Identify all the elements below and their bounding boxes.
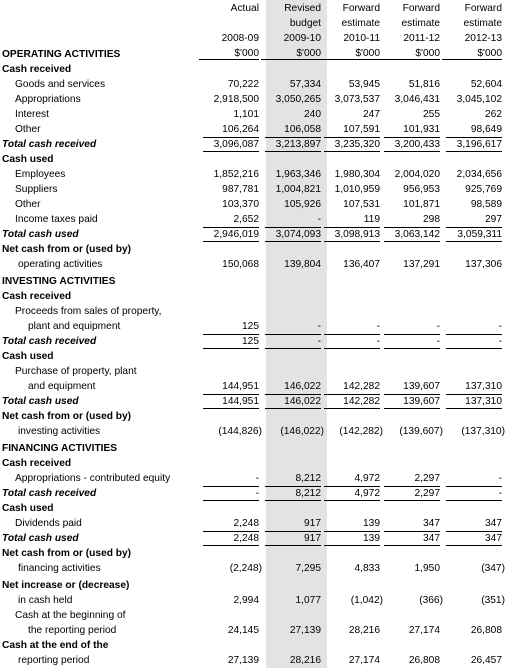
value-cell: 3,063,142 [394,229,440,240]
value-cell: 103,370 [222,199,259,210]
table-row [0,623,510,638]
value-cell: 26,457 [470,655,502,666]
column-header-cell: $'000 [234,48,259,59]
total-rule-line [324,334,380,335]
subsection-heading-row [0,349,510,364]
row-label: Total cash used [2,533,79,544]
row-label: Total cash received [2,488,97,499]
value-cell: 107,531 [343,199,380,210]
value-cell: 956,953 [403,184,440,195]
total-rule-line [203,227,259,228]
total-row [0,137,510,152]
value-cell: 51,816 [408,79,440,90]
value-cell: - [255,488,259,499]
value-cell: 106,264 [222,124,259,135]
subsection-heading-row [0,456,510,471]
value-cell: 27,139 [227,655,259,666]
value-cell: 137,306 [465,259,502,270]
value-cell: 262 [485,109,502,120]
value-cell: 3,050,265 [275,94,321,105]
value-cell: 1,101 [233,109,259,120]
total-rule-line [446,137,502,138]
row-label: reporting period [18,655,90,666]
row-label: Net cash from or (used by) [2,244,132,255]
value-cell: 107,591 [343,124,380,135]
total-rule-line [324,227,380,228]
row-label: Income taxes paid [15,214,98,225]
value-cell: 3,045,102 [456,94,502,105]
value-cell: - [317,321,321,332]
value-cell: 146,022 [284,381,321,392]
table-row [0,608,510,623]
row-label: Suppliers [15,184,58,195]
value-cell: 2,297 [414,488,440,499]
value-cell: 2,918,500 [213,94,259,105]
value-cell: 3,200,433 [394,139,440,150]
value-cell: 101,931 [403,124,440,135]
total-rule-line [265,394,321,395]
value-cell: (366) [419,595,443,606]
value-cell: (351) [481,595,505,606]
header-rule-line [199,59,259,60]
value-cell: (142,282) [339,426,383,437]
subsection-heading-row [0,62,510,77]
value-cell: 1,010,959 [334,184,380,195]
value-cell: 27,174 [408,625,440,636]
value-cell: 28,216 [289,655,321,666]
row-label: in cash held [18,595,73,606]
row-label: investing activities [18,426,101,437]
value-cell: 1,980,304 [334,169,380,180]
column-header-cell: 2010-11 [343,33,380,44]
value-cell: 150,068 [222,259,259,270]
value-cell: (1,042) [350,595,383,606]
total-rule-line [265,531,321,532]
value-cell: 24,145 [227,625,259,636]
net-row [0,561,510,576]
total-rule-line [265,334,321,335]
value-cell: 26,808 [470,625,502,636]
net-row [0,578,510,593]
value-cell: 3,059,311 [457,229,502,240]
value-cell: 98,649 [470,124,502,135]
row-label: FINANCING ACTIVITIES [2,443,118,454]
value-cell: 347 [485,518,502,529]
value-cell: 2,248 [233,533,259,544]
subsection-heading-row [0,152,510,167]
value-cell: 144,951 [222,396,259,407]
row-label: Net cash from or (used by) [2,411,132,422]
value-cell: 297 [485,214,502,225]
total-rule-line [265,137,321,138]
column-header-cell: $'000 [296,48,321,59]
value-cell: 125 [242,321,259,332]
row-label: Cash used [2,154,54,165]
column-header-cell: Forward [342,3,380,14]
table-row [0,167,510,182]
value-cell: 52,604 [470,79,502,90]
value-cell: 1,004,821 [275,184,321,195]
column-header-cell: budget [289,18,321,29]
column-header-cell: $'000 [477,48,502,59]
total-row [0,394,510,409]
value-cell: - [376,336,380,347]
value-cell: (139,607) [399,426,443,437]
value-cell: 3,196,617 [456,139,502,150]
total-rule-line [446,486,502,487]
net-row [0,653,510,668]
table-row [0,516,510,531]
row-label: and equipment [28,381,96,392]
value-cell: (2,248) [229,563,262,574]
subsection-heading-row [0,289,510,304]
row-label: Cash at the beginning of [15,610,126,621]
value-cell: 255 [423,109,440,120]
value-cell: 2,297 [414,473,440,484]
net-row [0,242,510,257]
total-rule-line [203,486,259,487]
value-cell: 70,222 [227,79,259,90]
column-header-cell: Revised [284,3,321,14]
value-cell: - [317,336,321,347]
value-cell: 2,652 [233,214,259,225]
row-label: Total cash used [2,229,79,240]
total-rule-line [384,334,440,335]
column-header-cell: Actual [230,3,259,14]
value-cell: - [436,321,440,332]
value-cell: 925,769 [465,184,502,195]
table-row [0,304,510,319]
table-row [0,471,510,486]
value-cell: 917 [304,533,321,544]
row-label: Interest [15,109,49,120]
column-header-cell: 2008-09 [221,33,259,44]
value-cell: 917 [304,518,321,529]
value-cell: 26,808 [408,655,440,666]
value-cell: 8,212 [295,473,321,484]
header-rule-line [380,59,440,60]
net-row [0,257,510,272]
value-cell: - [498,488,502,499]
value-cell: 106,058 [284,124,321,135]
header-rule-line [442,59,502,60]
column-header-cell: $'000 [415,48,440,59]
row-label: Total cash received [2,139,97,150]
total-rule-line [446,531,502,532]
total-rule-line [203,137,259,138]
value-cell: - [498,336,502,347]
total-rule-line [324,394,380,395]
value-cell: 247 [363,109,380,120]
table-row [0,77,510,92]
column-header-cell: estimate [341,18,380,29]
value-cell: - [498,321,502,332]
column-header-cell: $'000 [355,48,380,59]
value-cell: - [498,473,502,484]
value-cell: 3,235,320 [334,139,380,150]
table-row [0,122,510,137]
total-rule-line [384,531,440,532]
value-cell: 298 [423,214,440,225]
row-label: Goods and services [15,79,106,90]
total-rule-line [203,334,259,335]
row-label: Other [15,199,41,210]
value-cell: 28,216 [348,625,380,636]
row-label: Cash received [2,291,72,302]
row-label: Cash received [2,458,72,469]
net-row [0,638,510,653]
table-row [0,197,510,212]
column-header-cell: Forward [402,3,440,14]
header-rule-line [320,59,380,60]
total-rule-line [446,394,502,395]
total-row [0,486,510,501]
value-cell: 2,248 [233,518,259,529]
section-heading-row [0,441,510,456]
value-cell: 2,946,019 [213,229,259,240]
row-label: Appropriations [15,94,81,105]
header-rule-line [261,59,321,60]
value-cell: 125 [242,336,259,347]
value-cell: 142,282 [343,396,380,407]
total-rule-line [384,227,440,228]
row-label: Appropriations - contributed equity [15,473,171,484]
value-cell: 1,852,216 [213,169,259,180]
value-cell: 3,213,897 [275,139,321,150]
value-cell: 137,291 [403,259,440,270]
row-label: INVESTING ACTIVITIES [2,276,116,287]
value-cell: 240 [304,109,321,120]
net-row [0,546,510,561]
column-header-cell: estimate [463,18,502,29]
total-rule-line [446,334,502,335]
row-label: Purchase of property, plant [15,366,137,377]
value-cell: 4,972 [354,488,380,499]
value-cell: (144,826) [218,426,262,437]
value-cell: (347) [481,563,505,574]
row-label: Net cash from or (used by) [2,548,132,559]
value-cell: - [376,321,380,332]
total-rule-line [446,227,502,228]
value-cell: 137,310 [465,396,502,407]
total-rule-line [324,137,380,138]
row-label: plant and equipment [28,321,121,332]
row-label: Proceeds from sales of property, [15,306,162,317]
value-cell: 119 [363,214,380,225]
value-cell: - [317,214,321,225]
row-label: Employees [15,169,66,180]
row-label: Other [15,124,41,135]
value-cell: 105,926 [284,199,321,210]
value-cell: 3,074,093 [275,229,321,240]
column-header-cell: 2012-13 [464,33,502,44]
total-rule-line [384,137,440,138]
value-cell: 53,945 [348,79,380,90]
value-cell: 347 [423,518,440,529]
value-cell: 136,407 [343,259,380,270]
table-row [0,379,510,394]
total-rule-line [265,486,321,487]
value-cell: (146,022) [280,426,324,437]
value-cell: 142,282 [343,381,380,392]
total-rule-line [265,227,321,228]
row-label: financing activities [18,563,101,574]
value-cell: 987,781 [222,184,259,195]
value-cell: 139,607 [403,396,440,407]
value-cell: 3,098,913 [334,229,380,240]
value-cell: 3,046,431 [394,94,440,105]
table-row [0,364,510,379]
net-row [0,593,510,608]
total-rule-line [203,531,259,532]
total-row [0,334,510,349]
total-rule-line [384,394,440,395]
value-cell: 4,833 [354,563,380,574]
table-row [0,212,510,227]
row-label: Cash at the end of the [2,640,109,651]
column-header-cell: 2009-10 [283,33,321,44]
table-row [0,319,510,334]
value-cell: 347 [423,533,440,544]
net-row [0,424,510,439]
table-row [0,107,510,122]
total-rule-line [384,486,440,487]
value-cell: 3,096,087 [213,139,259,150]
value-cell: 8,212 [295,488,321,499]
value-cell: 139,804 [284,259,321,270]
value-cell: 146,022 [284,396,321,407]
value-cell: 3,073,537 [334,94,380,105]
value-cell: - [255,473,259,484]
value-cell: - [436,336,440,347]
total-rule-line [324,531,380,532]
column-header-cell: Forward [464,3,502,14]
value-cell: 57,334 [289,79,321,90]
value-cell: 4,972 [354,473,380,484]
value-cell: 98,589 [470,199,502,210]
value-cell: 144,951 [222,381,259,392]
table-row [0,92,510,107]
value-cell: 347 [485,533,502,544]
value-cell: 101,871 [403,199,440,210]
value-cell: 2,034,656 [456,169,502,180]
row-label: Dividends paid [15,518,82,529]
value-cell: 27,139 [289,625,321,636]
value-cell: (137,310) [461,426,505,437]
table-row [0,182,510,197]
row-label: Cash used [2,351,54,362]
row-label: Total cash used [2,396,79,407]
subsection-heading-row [0,501,510,516]
row-label: Net increase or (decrease) [2,580,130,591]
value-cell: 137,310 [465,381,502,392]
value-cell: 139 [363,518,380,529]
row-label: Total cash received [2,336,97,347]
total-row [0,227,510,242]
row-label: OPERATING ACTIVITIES [2,49,121,60]
value-cell: 7,295 [295,563,321,574]
value-cell: 2,994 [233,595,259,606]
value-cell: 1,950 [414,563,440,574]
section-heading-row [0,274,510,289]
column-header-cell: 2011-12 [403,33,440,44]
value-cell: 139 [363,533,380,544]
total-rule-line [324,486,380,487]
value-cell: 1,077 [295,595,321,606]
row-label: operating activities [18,259,103,270]
value-cell: 139,607 [403,381,440,392]
row-label: Cash used [2,503,54,514]
total-rule-line [203,394,259,395]
row-label: Cash received [2,64,72,75]
column-header-cell: estimate [401,18,440,29]
net-row [0,409,510,424]
row-label: the reporting period [28,625,117,636]
value-cell: 2,004,020 [394,169,440,180]
total-row [0,531,510,546]
value-cell: 27,174 [348,655,380,666]
value-cell: 1,963,346 [275,169,321,180]
